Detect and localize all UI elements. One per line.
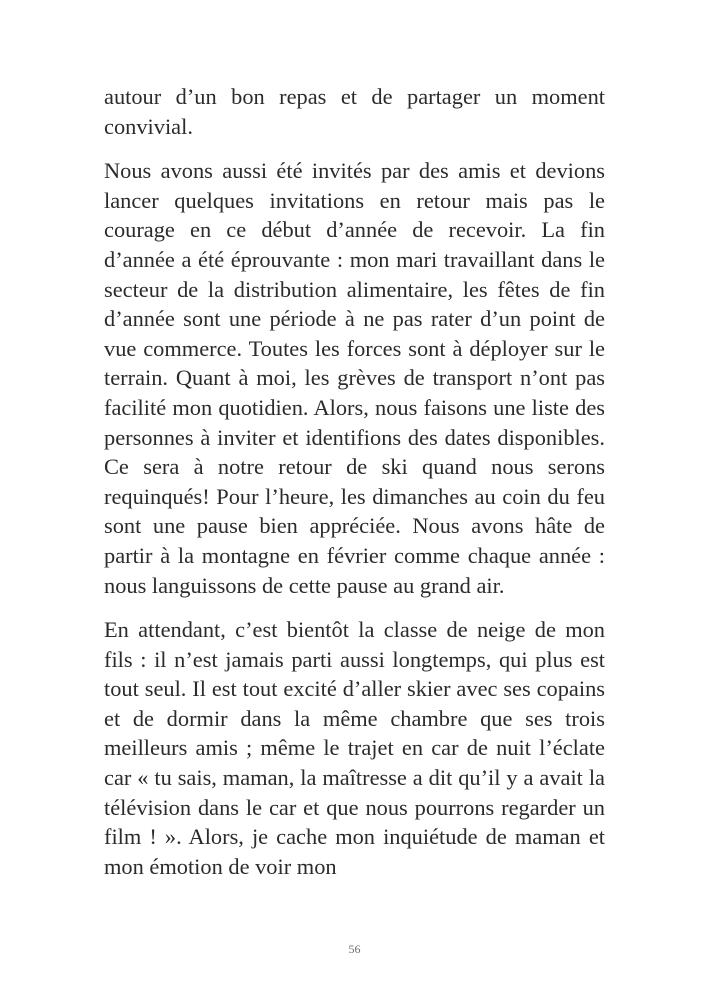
paragraph-2: Nous avons aussi été invités par des amis et devions lancer quelques invitations en retour mais pas le courage en ce début d’année de recevoir. La fin d’année a été éprouvante : mon mari travaillant dans le secteur de la distribution alimentaire, les fêtes de fin d’année sont une période à ne pas rater d’un point de vue commerce. Toutes les forces sont à déployer sur le terrain. Quant à moi, les grèves de transport n’ont pas facilité mon quotidien. Alors, nous faisons une liste des personnes à inviter et identifions des dates disponibles. Ce sera à notre retour de ski quand nous serons requinqués! Pour l’heure, les dimanches au coin du feu sont une pause bien appréciée. Nous avons hâte de partir à la montagne en février comme chaque année : nous languissons de cette pause au grand air. — [104, 158, 605, 598]
paragraph-1: autour d’un bon repas et de partager un moment convivial. — [104, 84, 605, 139]
paragraph-3: En attendant, c’est bientôt la classe de neige de mon fils : il n’est jamais parti aussi longtemps, qui plus est tout seul. Il est tout excité d’aller skier avec ses copains et de dormir dans la même chambre que ses trois meilleurs amis ; même le trajet en car de nuit l’éclate car « tu sais, maman, la maîtresse a dit qu’il y a avait la télévision dans le car et que nous pourrons regarder un film ! ». Alors, je cache mon inquiétude de maman et mon émotion de voir mon — [104, 617, 605, 879]
page-body — [104, 82, 605, 896]
page-number: 56 — [348, 942, 361, 956]
